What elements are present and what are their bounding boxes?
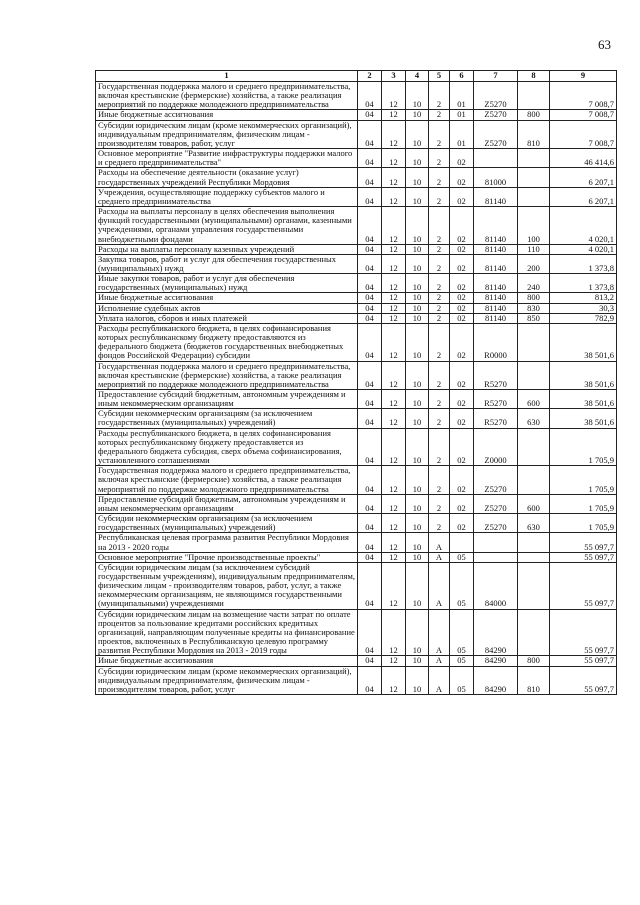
row-code-5: 2 — [429, 293, 450, 303]
row-code-7: Z5270 — [474, 120, 518, 148]
row-code-2: 04 — [358, 361, 382, 389]
row-name: Расходы республиканского бюджета, в целях софинансирования которых республиканскому бюджету предоставляются из федерального бюджета (бюджетов государственных внебюджетных фондов Российской Федерации) субсидии — [96, 323, 358, 361]
row-amount: 55 097,7 — [550, 552, 617, 562]
table-row — [96, 82, 617, 110]
row-code-8: 800 — [518, 293, 550, 303]
row-code-8: 630 — [518, 409, 550, 428]
row-code-5: А — [429, 552, 450, 562]
row-code-4: 10 — [406, 207, 429, 245]
row-code-4: 10 — [406, 168, 429, 187]
row-code-5: 2 — [429, 361, 450, 389]
row-code-8: 200 — [518, 254, 550, 273]
row-code-3: 12 — [382, 552, 406, 562]
row-code-6: 02 — [450, 428, 474, 466]
row-name: Государственная поддержка малого и среднего предпринимательства, включая крестьянские (фермерские) хозяйства, а также реализация мероприятий по поддержке молодежного предпринимательства — [96, 466, 358, 494]
table-row — [96, 666, 617, 694]
row-code-6: 02 — [450, 149, 474, 168]
table-row — [96, 466, 617, 494]
row-amount: 1 705,9 — [550, 428, 617, 466]
table-row — [96, 562, 617, 609]
row-code-8: 800 — [518, 656, 550, 666]
row-name: Расходы на выплаты персоналу в целях обеспечения выполнения функций государственными (муниципальными) органами, казенными учреждениями, органами управления государственными внебюджетными фондами — [96, 207, 358, 245]
row-code-7: Z5270 — [474, 466, 518, 494]
row-code-7: 81140 — [474, 207, 518, 245]
table-row — [96, 274, 617, 293]
row-code-5: 2 — [429, 323, 450, 361]
row-code-3: 12 — [382, 207, 406, 245]
row-code-3: 12 — [382, 666, 406, 694]
row-code-8: 810 — [518, 666, 550, 694]
column-header: 4 — [406, 71, 429, 82]
row-code-2: 04 — [358, 533, 382, 552]
row-code-8: 100 — [518, 207, 550, 245]
row-code-5: А — [429, 533, 450, 552]
row-code-2: 04 — [358, 494, 382, 513]
row-code-2: 04 — [358, 609, 382, 656]
table-row — [96, 494, 617, 513]
table-row — [96, 110, 617, 120]
row-code-2: 04 — [358, 207, 382, 245]
row-amount: 7 008,7 — [550, 110, 617, 120]
row-code-5: 2 — [429, 494, 450, 513]
header-row — [96, 71, 617, 82]
row-code-6: 02 — [450, 514, 474, 533]
row-amount: 7 008,7 — [550, 120, 617, 148]
row-code-3: 12 — [382, 82, 406, 110]
row-code-5: 2 — [429, 390, 450, 409]
column-header: 6 — [450, 71, 474, 82]
table-row — [96, 168, 617, 187]
row-name: Субсидии юридическим лицам (за исключением субсидий государственным учреждениям), индивидуальным предпринимателям, физическим лицам - производителям товаров, работ, услуг, а также некоммерческим организациям, не являющимся государственными (муниципальными) учреждениями — [96, 562, 358, 609]
column-header: 2 — [358, 71, 382, 82]
row-code-4: 10 — [406, 187, 429, 206]
row-code-8: 600 — [518, 494, 550, 513]
row-amount: 1 705,9 — [550, 514, 617, 533]
row-name: Предоставление субсидий бюджетным, автономным учреждениям и иным некоммерческим организациям — [96, 390, 358, 409]
row-name: Предоставление субсидий бюджетным, автономным учреждениям и иным некоммерческим организациям — [96, 494, 358, 513]
row-amount: 30,3 — [550, 303, 617, 313]
row-code-6: 02 — [450, 168, 474, 187]
row-code-7: 81140 — [474, 313, 518, 323]
row-amount: 6 207,1 — [550, 168, 617, 187]
row-code-5: 2 — [429, 428, 450, 466]
row-code-6: 05 — [450, 562, 474, 609]
row-code-7: R5270 — [474, 361, 518, 389]
row-amount: 4 020,1 — [550, 244, 617, 254]
column-header: 3 — [382, 71, 406, 82]
row-code-2: 04 — [358, 409, 382, 428]
row-code-6: 02 — [450, 303, 474, 313]
row-code-4: 10 — [406, 656, 429, 666]
row-code-5: 2 — [429, 409, 450, 428]
row-code-5: 2 — [429, 168, 450, 187]
row-name: Субсидии юридическим лицам (кроме некоммерческих организаций), индивидуальным предпринимателям, физическим лицам - производителям товаров, работ, услуг — [96, 120, 358, 148]
row-amount: 813,2 — [550, 293, 617, 303]
row-code-2: 04 — [358, 313, 382, 323]
row-code-3: 12 — [382, 168, 406, 187]
row-amount: 4 020,1 — [550, 207, 617, 245]
row-code-4: 10 — [406, 666, 429, 694]
row-code-4: 10 — [406, 120, 429, 148]
row-code-2: 04 — [358, 466, 382, 494]
row-code-6: 02 — [450, 313, 474, 323]
row-code-8: 830 — [518, 303, 550, 313]
row-code-4: 10 — [406, 390, 429, 409]
row-amount: 1 373,8 — [550, 274, 617, 293]
row-code-5: 2 — [429, 313, 450, 323]
row-code-7: 81000 — [474, 168, 518, 187]
row-code-6: 02 — [450, 494, 474, 513]
table-row — [96, 149, 617, 168]
row-code-4: 10 — [406, 361, 429, 389]
table-row — [96, 244, 617, 254]
row-code-2: 04 — [358, 562, 382, 609]
row-name: Субсидии юридическим лицам на возмещение части затрат по оплате процентов за пользование кредитами российских кредитных организаций, направляющим полученные кредиты на финансирование проектов, включенных в Республиканскую целевую программу развития Республики Мордовия на 2013 - 2019 годы — [96, 609, 358, 656]
row-code-3: 12 — [382, 274, 406, 293]
row-code-8: 810 — [518, 120, 550, 148]
row-amount: 55 097,7 — [550, 656, 617, 666]
row-code-6: 05 — [450, 552, 474, 562]
row-name: Республиканская целевая программа развития Республики Мордовия на 2013 - 2020 годы — [96, 533, 358, 552]
row-code-8: 110 — [518, 244, 550, 254]
row-amount: 38 501,6 — [550, 390, 617, 409]
row-code-6: 01 — [450, 82, 474, 110]
row-code-6: 02 — [450, 390, 474, 409]
row-code-2: 04 — [358, 187, 382, 206]
row-code-3: 12 — [382, 303, 406, 313]
table-body — [96, 82, 617, 695]
row-amount: 55 097,7 — [550, 533, 617, 552]
row-code-3: 12 — [382, 656, 406, 666]
row-code-6: 02 — [450, 187, 474, 206]
row-name: Основное мероприятие "Прочие производственные проекты" — [96, 552, 358, 562]
row-amount: 38 501,6 — [550, 361, 617, 389]
row-name: Основное мероприятие "Развитие инфраструктуры поддержки малого и среднего предпринимательства" — [96, 149, 358, 168]
row-code-3: 12 — [382, 323, 406, 361]
table-row — [96, 428, 617, 466]
row-code-4: 10 — [406, 82, 429, 110]
column-header: 1 — [96, 71, 358, 82]
column-header: 5 — [429, 71, 450, 82]
row-code-5: 2 — [429, 149, 450, 168]
table-row — [96, 323, 617, 361]
table-row — [96, 552, 617, 562]
row-code-6: 05 — [450, 666, 474, 694]
row-code-7 — [474, 533, 518, 552]
table-row — [96, 390, 617, 409]
table-row — [96, 313, 617, 323]
row-code-2: 04 — [358, 244, 382, 254]
row-code-5: 2 — [429, 207, 450, 245]
row-amount: 782,9 — [550, 313, 617, 323]
row-code-3: 12 — [382, 110, 406, 120]
row-amount: 1 705,9 — [550, 466, 617, 494]
table-row — [96, 254, 617, 273]
row-code-6: 02 — [450, 466, 474, 494]
row-code-4: 10 — [406, 110, 429, 120]
row-code-5: А — [429, 609, 450, 656]
row-code-5: А — [429, 656, 450, 666]
row-code-7 — [474, 552, 518, 562]
row-code-8: 800 — [518, 110, 550, 120]
row-name: Учреждения, осуществляющие поддержку субъектов малого и среднего предпринимательства — [96, 187, 358, 206]
row-code-2: 04 — [358, 514, 382, 533]
row-code-3: 12 — [382, 409, 406, 428]
row-code-2: 04 — [358, 656, 382, 666]
row-code-8: 600 — [518, 390, 550, 409]
row-code-2: 04 — [358, 168, 382, 187]
row-code-8: 630 — [518, 514, 550, 533]
row-code-3: 12 — [382, 149, 406, 168]
row-code-8 — [518, 361, 550, 389]
row-code-7: 84290 — [474, 656, 518, 666]
row-code-5: 2 — [429, 466, 450, 494]
table-row — [96, 609, 617, 656]
row-code-5: 2 — [429, 514, 450, 533]
row-code-6: 02 — [450, 409, 474, 428]
row-amount: 1 373,8 — [550, 254, 617, 273]
row-code-3: 12 — [382, 120, 406, 148]
row-code-7: R0000 — [474, 323, 518, 361]
row-code-3: 12 — [382, 187, 406, 206]
row-amount: 7 008,7 — [550, 82, 617, 110]
row-code-5: 2 — [429, 274, 450, 293]
table-row — [96, 514, 617, 533]
row-amount: 55 097,7 — [550, 562, 617, 609]
row-code-2: 04 — [358, 110, 382, 120]
row-name: Государственная поддержка малого и среднего предпринимательства, включая крестьянские (фермерские) хозяйства, а также реализация мероприятий по поддержке молодежного предпринимательства — [96, 361, 358, 389]
row-code-5: 2 — [429, 82, 450, 110]
row-code-8 — [518, 552, 550, 562]
column-header: 9 — [550, 71, 617, 82]
row-code-6: 02 — [450, 361, 474, 389]
table-row — [96, 361, 617, 389]
row-name: Субсидии юридическим лицам (кроме некоммерческих организаций), индивидуальным предпринимателям, физическим лицам - производителям товаров, работ, услуг — [96, 666, 358, 694]
row-code-7: 84290 — [474, 666, 518, 694]
row-name: Государственная поддержка малого и среднего предпринимательства, включая крестьянские (фермерские) хозяйства, а также реализация мероприятий по поддержке молодежного предпринимательства — [96, 82, 358, 110]
row-name: Уплата налогов, сборов и иных платежей — [96, 313, 358, 323]
row-code-8 — [518, 168, 550, 187]
row-code-6: 02 — [450, 244, 474, 254]
row-code-5: 2 — [429, 187, 450, 206]
row-code-2: 04 — [358, 323, 382, 361]
row-code-7: Z5270 — [474, 494, 518, 513]
row-code-4: 10 — [406, 533, 429, 552]
row-name: Иные бюджетные ассигнования — [96, 110, 358, 120]
row-code-6: 01 — [450, 120, 474, 148]
row-code-3: 12 — [382, 562, 406, 609]
row-code-4: 10 — [406, 466, 429, 494]
row-code-2: 04 — [358, 666, 382, 694]
row-code-8 — [518, 562, 550, 609]
table-row — [96, 187, 617, 206]
row-code-3: 12 — [382, 466, 406, 494]
row-code-5: А — [429, 562, 450, 609]
row-code-7: 84290 — [474, 609, 518, 656]
row-code-8: 850 — [518, 313, 550, 323]
row-code-5: 2 — [429, 120, 450, 148]
row-code-3: 12 — [382, 428, 406, 466]
row-code-6: 02 — [450, 254, 474, 273]
row-code-3: 12 — [382, 313, 406, 323]
row-code-8 — [518, 82, 550, 110]
row-code-3: 12 — [382, 494, 406, 513]
row-code-8 — [518, 466, 550, 494]
row-name: Расходы на обеспечение деятельности (оказание услуг) государственных учреждений Республики Мордовия — [96, 168, 358, 187]
row-amount: 38 501,6 — [550, 323, 617, 361]
row-code-3: 12 — [382, 609, 406, 656]
row-code-7: Z0000 — [474, 428, 518, 466]
row-code-5: 2 — [429, 254, 450, 273]
row-code-4: 10 — [406, 409, 429, 428]
row-code-8 — [518, 533, 550, 552]
row-name: Иные закупки товаров, работ и услуг для обеспечения государственных (муниципальных) нужд — [96, 274, 358, 293]
row-code-5: 2 — [429, 110, 450, 120]
row-code-6: 02 — [450, 207, 474, 245]
row-amount: 6 207,1 — [550, 187, 617, 206]
row-code-7 — [474, 149, 518, 168]
row-code-2: 04 — [358, 82, 382, 110]
row-code-4: 10 — [406, 303, 429, 313]
row-code-4: 10 — [406, 494, 429, 513]
row-amount: 46 414,6 — [550, 149, 617, 168]
row-code-2: 04 — [358, 303, 382, 313]
row-code-7: 81140 — [474, 274, 518, 293]
row-code-4: 10 — [406, 428, 429, 466]
table-row — [96, 293, 617, 303]
row-code-3: 12 — [382, 533, 406, 552]
row-code-3: 12 — [382, 361, 406, 389]
row-name: Иные бюджетные ассигнования — [96, 293, 358, 303]
row-code-4: 10 — [406, 552, 429, 562]
row-code-7: 81140 — [474, 244, 518, 254]
row-code-4: 10 — [406, 274, 429, 293]
row-code-6 — [450, 533, 474, 552]
row-code-4: 10 — [406, 293, 429, 303]
row-name: Субсидии некоммерческим организациям (за исключением государственных (муниципальных) учреждений) — [96, 514, 358, 533]
row-amount: 55 097,7 — [550, 666, 617, 694]
row-code-6: 02 — [450, 274, 474, 293]
row-code-6: 05 — [450, 656, 474, 666]
row-name: Субсидии некоммерческим организациям (за исключением государственных (муниципальных) учреждений) — [96, 409, 358, 428]
row-code-8 — [518, 428, 550, 466]
row-code-3: 12 — [382, 244, 406, 254]
table-row — [96, 656, 617, 666]
row-code-6: 01 — [450, 110, 474, 120]
row-name: Расходы республиканского бюджета, в целях софинансирования которых республиканскому бюджету предоставляется из федерального бюджета субсидия, сверх объема софинансирования, установленного соглашениями — [96, 428, 358, 466]
row-amount: 55 097,7 — [550, 609, 617, 656]
row-code-2: 04 — [358, 293, 382, 303]
table-row — [96, 533, 617, 552]
row-code-7: R5270 — [474, 390, 518, 409]
row-code-2: 04 — [358, 390, 382, 409]
row-code-8 — [518, 323, 550, 361]
row-code-4: 10 — [406, 149, 429, 168]
row-code-7: 81140 — [474, 303, 518, 313]
row-code-3: 12 — [382, 254, 406, 273]
table-row — [96, 303, 617, 313]
row-code-4: 10 — [406, 323, 429, 361]
row-code-2: 04 — [358, 254, 382, 273]
row-code-2: 04 — [358, 274, 382, 293]
page-number: 63 — [598, 37, 611, 52]
row-code-4: 10 — [406, 609, 429, 656]
row-code-4: 10 — [406, 254, 429, 273]
row-code-3: 12 — [382, 514, 406, 533]
row-code-6: 02 — [450, 323, 474, 361]
row-code-8 — [518, 609, 550, 656]
row-code-5: А — [429, 666, 450, 694]
column-header: 8 — [518, 71, 550, 82]
row-code-7: R5270 — [474, 409, 518, 428]
budget-table — [95, 70, 617, 695]
row-code-7: 81140 — [474, 187, 518, 206]
row-code-7: Z5270 — [474, 82, 518, 110]
row-code-7: Z5270 — [474, 514, 518, 533]
row-code-7: Z5270 — [474, 110, 518, 120]
row-amount: 1 705,9 — [550, 494, 617, 513]
row-code-2: 04 — [358, 120, 382, 148]
row-name: Исполнение судебных актов — [96, 303, 358, 313]
row-code-2: 04 — [358, 552, 382, 562]
row-code-6: 05 — [450, 609, 474, 656]
row-code-3: 12 — [382, 293, 406, 303]
row-code-2: 04 — [358, 149, 382, 168]
table-row — [96, 409, 617, 428]
row-code-4: 10 — [406, 562, 429, 609]
row-code-5: 2 — [429, 244, 450, 254]
row-code-7: 84000 — [474, 562, 518, 609]
table-row — [96, 207, 617, 245]
row-code-6: 02 — [450, 293, 474, 303]
row-code-8: 240 — [518, 274, 550, 293]
table-row — [96, 120, 617, 148]
row-code-7: 81140 — [474, 293, 518, 303]
row-code-4: 10 — [406, 244, 429, 254]
row-amount: 38 501,6 — [550, 409, 617, 428]
row-code-4: 10 — [406, 514, 429, 533]
row-code-3: 12 — [382, 390, 406, 409]
row-code-4: 10 — [406, 313, 429, 323]
row-code-7: 81140 — [474, 254, 518, 273]
row-code-5: 2 — [429, 303, 450, 313]
column-header: 7 — [474, 71, 518, 82]
row-name: Иные бюджетные ассигнования — [96, 656, 358, 666]
row-code-8 — [518, 187, 550, 206]
row-name: Расходы на выплаты персоналу казенных учреждений — [96, 244, 358, 254]
row-name: Закупка товаров, работ и услуг для обеспечения государственных (муниципальных) нужд — [96, 254, 358, 273]
row-code-8 — [518, 149, 550, 168]
row-code-2: 04 — [358, 428, 382, 466]
